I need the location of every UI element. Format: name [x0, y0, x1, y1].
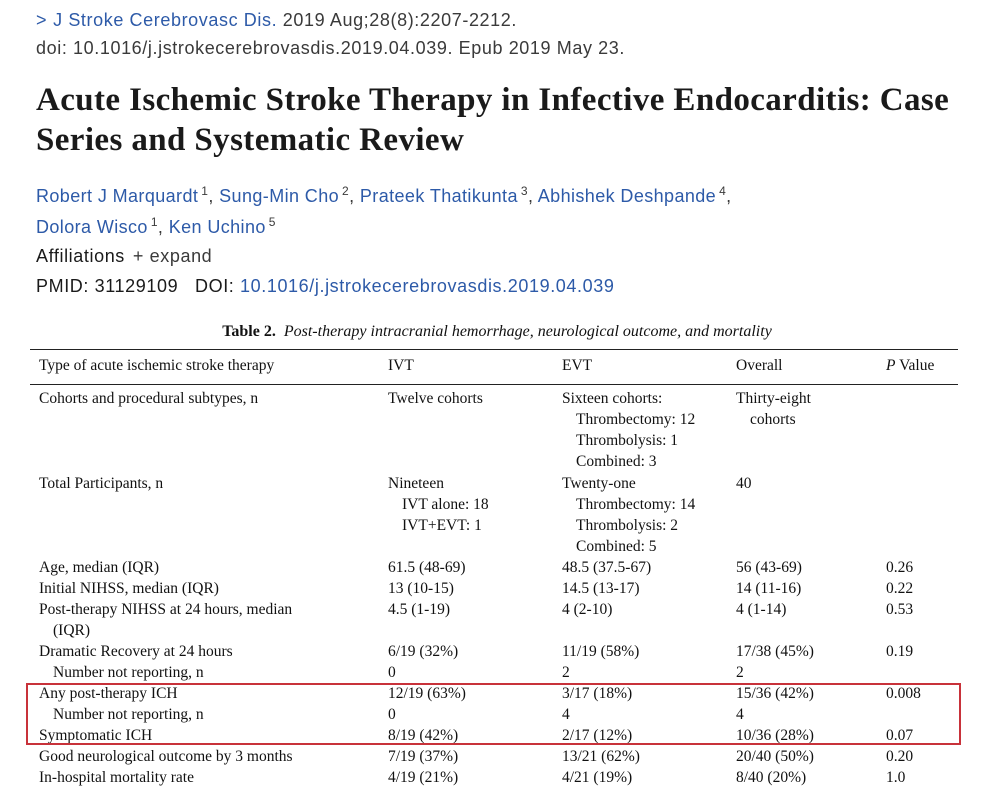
highlight-box [26, 683, 961, 745]
column-header: Type of acute ischemic stroke therapy [39, 357, 275, 374]
chevron-right-icon[interactable]: > [36, 10, 48, 30]
table-cell: Thrombectomy: 12 [576, 411, 696, 428]
doi-link[interactable]: 10.1016/j.jstrokecerebrovasdis.2019.04.039 [240, 276, 615, 296]
table-cell: 56 (43-69) [736, 559, 802, 576]
pmid-value: 31129109 [94, 276, 179, 296]
table-cell: 0 [388, 706, 396, 723]
table-cell: Thrombolysis: 2 [576, 517, 679, 534]
table-cell: 3/17 (18%) [562, 685, 633, 702]
table-cell: 4 (1-14) [736, 601, 787, 618]
table-cell: Thrombolysis: 1 [576, 432, 679, 449]
table-header-rule [30, 384, 958, 385]
table-cell: 10/36 (28%) [736, 727, 814, 744]
table-cell: 4 [562, 706, 570, 723]
article-title: Acute Ischemic Stroke Therapy in Infective Endocarditis: Case Series and Systematic Review [36, 82, 950, 158]
expand-button[interactable]: + expand [132, 246, 213, 266]
affiliation-ref[interactable]: 4 [719, 184, 727, 198]
column-header: Overall [736, 357, 783, 374]
table-cell: Nineteen [388, 475, 444, 492]
affiliations-toggle[interactable] [36, 246, 212, 267]
row-label: Total Participants, n [39, 475, 164, 492]
table-cell: 61.5 (48-69) [388, 559, 466, 576]
table-cell: 13 (10-15) [388, 580, 454, 597]
p-value-cell: 0.26 [886, 559, 914, 576]
p-value-cell: 1.0 [886, 769, 906, 786]
table-cell: 13/21 (62%) [562, 748, 640, 765]
identifier-line [36, 276, 614, 297]
table-cell: IVT alone: 18 [402, 496, 489, 513]
row-label: Any post-therapy ICH [39, 685, 178, 702]
row-label: Age, median (IQR) [39, 559, 160, 576]
table-cell: 2 [562, 664, 570, 681]
row-label: Initial NIHSS, median (IQR) [39, 580, 219, 597]
author-link[interactable]: Prateek Thatikunta [359, 186, 518, 206]
table-cell: Thrombectomy: 14 [576, 496, 696, 513]
author-link[interactable]: Ken Uchino [168, 217, 266, 237]
doi-label: DOI: [195, 276, 235, 296]
table-cell: cohorts [750, 411, 796, 428]
affiliation-ref[interactable]: 1 [150, 215, 158, 229]
doi-epub-line: doi: 10.1016/j.jstrokecerebrovasdis.2019.04.039. Epub 2019 May 23. [36, 38, 625, 58]
table-cell: 14.5 (13-17) [562, 580, 640, 597]
p-value-cell: 0.20 [886, 748, 914, 765]
row-label: Cohorts and procedural subtypes, n [39, 390, 259, 407]
author-link[interactable]: Dolora Wisco [36, 217, 148, 237]
table-cell: 4/21 (19%) [562, 769, 633, 786]
table-cell: Combined: 5 [576, 538, 657, 555]
author-link[interactable]: Robert J Marquardt [36, 186, 199, 206]
p-value-cell: 0.19 [886, 643, 914, 660]
affiliation-ref[interactable]: 3 [520, 184, 528, 198]
row-label: (IQR) [53, 622, 91, 639]
table-cell: Sixteen cohorts: [562, 390, 663, 407]
affiliation-ref[interactable]: 5 [268, 215, 276, 229]
author-link[interactable]: Abhishek Deshpande [537, 186, 717, 206]
table-cell: 20/40 (50%) [736, 748, 814, 765]
table-cell: 4 (2-10) [562, 601, 613, 618]
table-cell: 8/40 (20%) [736, 769, 807, 786]
table-cell: 17/38 (45%) [736, 643, 814, 660]
row-label: Number not reporting, n [53, 706, 204, 723]
table-cell: 2/17 (12%) [562, 727, 633, 744]
table-cell: 6/19 (32%) [388, 643, 459, 660]
table-cell: IVT+EVT: 1 [402, 517, 482, 534]
column-header: P Value [886, 357, 935, 374]
table-cell: 14 (11-16) [736, 580, 802, 597]
p-symbol: P [886, 357, 896, 374]
p-value-cell: 0.008 [886, 685, 921, 702]
column-header: IVT [388, 357, 414, 374]
table-cell: 4/19 (21%) [388, 769, 459, 786]
table-cell: 0 [388, 664, 396, 681]
row-label: Symptomatic ICH [39, 727, 153, 744]
author-list: Robert J Marquardt $^1$, Sung-Min Cho $^2$, Prateek Thatikunta $^3$, Abhishek Deshpande $^4$, Dolora Wisco $^1$, Ken Uchino $^5$ [36, 184, 732, 237]
journal-citation [36, 10, 517, 31]
author-link[interactable]: Sung-Min Cho [219, 186, 340, 206]
table-caption [36, 323, 958, 341]
table-cell: 48.5 (37.5-67) [562, 559, 652, 576]
table-cell: 8/19 (42%) [388, 727, 459, 744]
table-cell: 11/19 (58%) [562, 643, 640, 660]
table-cell: Combined: 3 [576, 453, 657, 470]
table-top-rule [30, 349, 958, 350]
table-cell: 40 [736, 475, 752, 492]
row-label: Good neurological outcome by 3 months [39, 748, 293, 765]
row-label: In-hospital mortality rate [39, 769, 194, 786]
journal-issue: 2019 Aug;28(8):2207-2212. [277, 10, 517, 30]
table-title: Post-therapy intracranial hemorrhage, neurological outcome, and mortality [283, 323, 772, 340]
row-label: Number not reporting, n [53, 664, 204, 681]
table-cell: 2 [736, 664, 744, 681]
p-value-cell: 0.53 [886, 601, 914, 618]
table-number: Table 2. [222, 323, 276, 340]
table-cell: Thirty-eight [736, 390, 811, 407]
column-header: EVT [562, 357, 593, 374]
p-value-cell: 0.22 [886, 580, 914, 597]
table-cell: Twenty-one [562, 475, 636, 492]
affiliation-ref[interactable]: 2 [342, 184, 350, 198]
affiliations-label: Affiliations [36, 246, 125, 266]
row-label: Post-therapy NIHSS at 24 hours, median [39, 601, 293, 618]
table-cell: Twelve cohorts [388, 390, 483, 407]
table-cell: 15/36 (42%) [736, 685, 814, 702]
table-cell: 7/19 (37%) [388, 748, 459, 765]
row-label: Dramatic Recovery at 24 hours [39, 643, 233, 660]
affiliation-ref[interactable]: 1 [201, 184, 209, 198]
journal-link[interactable]: J Stroke Cerebrovasc Dis. [53, 10, 278, 30]
table-cell: 4 [736, 706, 744, 723]
table-cell: 12/19 (63%) [388, 685, 466, 702]
table-cell: 4.5 (1-19) [388, 601, 450, 618]
pmid-label: PMID: [36, 276, 90, 296]
p-value-cell: 0.07 [886, 727, 914, 744]
